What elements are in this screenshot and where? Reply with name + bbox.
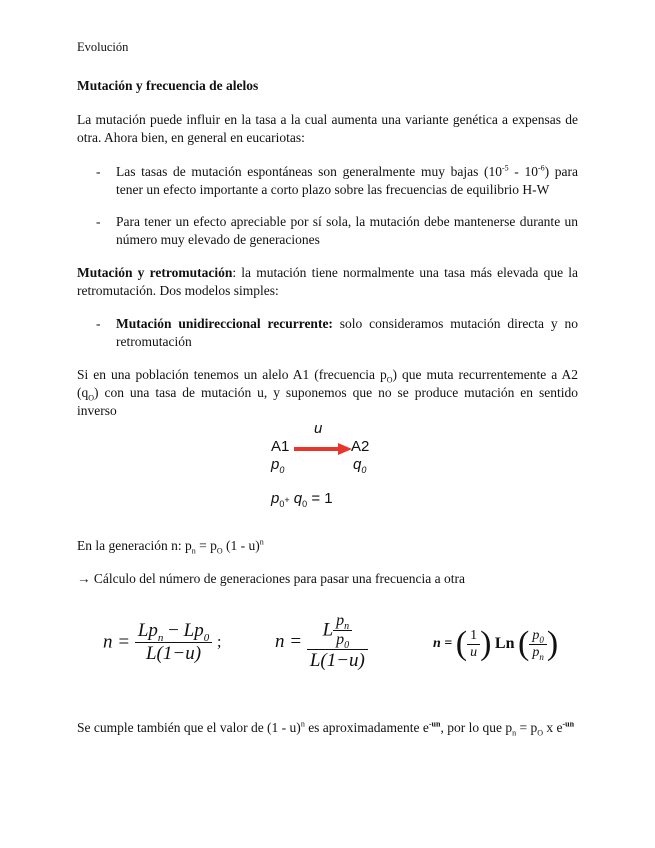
exponent: -5 [501,163,509,173]
text-run: En la generación n: p [77,538,192,553]
math-term: L [322,619,334,641]
exponent: -un [428,719,441,729]
section-heading: Mutación y frecuencia de alelos [77,78,259,93]
fraction-numerator: 1 [467,628,480,645]
bullet-marker: - [96,316,101,331]
fraction-denominator [529,645,547,661]
bullet-text: ) para tener un efecto importante a corto plazo sobre las frecuencias de equilibrio H-W [116,164,578,197]
freq-q0 [353,456,366,473]
freq-q-symbol: q [353,456,362,473]
text-run: = p [195,538,217,553]
closing-paragraph [77,719,597,737]
bullet-text: - 10 [508,164,538,179]
calculation-line [77,570,578,588]
text-run: ) con una tasa de mutación u, y suponemos que no se produce mutación en sentido inverso [77,385,578,418]
text-run: ) que muta recurrentemente a A2 (q [77,367,578,400]
math-term: p [336,631,345,648]
fraction-numerator [307,612,368,650]
model-term: Mutación unidireccional recurrente: [116,316,333,331]
arrow-icon: → [77,571,91,586]
calculation-text: Cálculo del número de generaciones para pasar una frecuencia a otra [93,571,465,586]
exponent: n [300,719,305,729]
subscript: 0 [279,465,285,475]
inner-denominator [333,631,352,652]
model-text: solo consideramos mutación directa y no retromutación [116,316,579,349]
formula-lhs: n = [103,631,131,653]
text-run: es aproximadamente e [304,720,429,735]
fraction-denominator: L(1−u) [145,643,202,664]
fraction-denominator: u [470,644,478,660]
text-run: , por lo que p [440,720,513,735]
math-term: Lp [183,620,204,641]
subscript: 0 [361,465,367,475]
subscript: n [191,546,196,556]
sum-q-symbol: q [293,490,303,507]
equals-one: = 1 [311,490,333,507]
mutation-arrow [294,442,352,456]
fraction [467,628,480,661]
paren-right: ) [480,625,492,662]
bullet-marker: - [96,214,101,229]
mutation-rate-label: u [314,420,323,437]
subscript: 0 [203,631,210,644]
bullet-generations: Para tener un efecto apreciable por sí sola, la mutación debe mantenerse durante un número muy elevado de generaciones [116,214,578,247]
sum-p-symbol: p [271,490,280,507]
separator: ; [216,633,222,651]
subscript: n [539,651,544,662]
fraction-denominator: L(1−u) [309,650,365,671]
subscript: O [537,728,543,738]
retromutation-term: Mutación y retromutación [77,265,233,280]
allele-a2-label: A2 [351,438,370,455]
mutation-diagram [265,420,385,515]
fraction [135,620,212,665]
fraction-numerator [135,620,212,643]
inner-numerator [333,612,352,631]
text-run: Si en una población tenemos un alelo A1 (frecuencia p [77,367,387,382]
math-term: p [532,644,540,660]
math-term: Lp [137,620,158,641]
bullet-marker: - [96,164,101,179]
subscript: 0 [302,499,308,509]
plus-sign: + [284,495,290,505]
formula-log-difference [103,620,221,665]
math-term: p [336,612,345,629]
exponent: -un [562,719,575,729]
frequency-sum-equation [271,490,333,507]
freq-p0 [271,456,284,473]
exponent: -6 [537,163,545,173]
text-run: x e [542,720,563,735]
subscript: 0 [279,499,285,509]
text-run: Se cumple también que el valor de (1 - u) [77,720,301,735]
subscript: n [157,631,164,644]
allele-a1-label: A1 [271,438,290,455]
paren-right: ) [546,625,559,662]
subscript: O [216,546,223,556]
formula-lhs: n = [433,636,453,651]
retromutation-paragraph [77,264,578,300]
generation-formula [77,537,578,555]
formula-lhs: n = [275,631,303,652]
subscript: O [88,393,95,403]
subscript: 0 [539,634,544,645]
freq-p-symbol: p [271,456,280,473]
fraction [307,612,368,672]
fraction-numerator [529,628,547,645]
intro-paragraph: La mutación puede influir en la tasa a la cual aumenta una variante genética a expensas de otra. Ahora bien, en general en eucariotas: [77,112,578,145]
subscript: 0 [344,640,350,652]
paren-left: ( [455,625,468,662]
bullet-text: Las tasas de mutación espontáneas son generalmente muy bajas (10 [116,164,502,179]
formula-log-ratio [275,612,368,672]
bullet-mutation-rates [116,163,578,199]
paren-left: ( [518,625,530,662]
formula-ln [433,625,558,663]
minus-sign: − [163,620,184,641]
text-run: (1 - u) [222,538,260,553]
ln-operator: Ln [494,635,515,652]
subscript: n [512,728,517,738]
document-header: Evolución [77,40,129,54]
model-unidirectional [116,315,578,351]
fraction [529,628,547,661]
subscript: n [344,621,350,633]
inner-fraction [333,612,352,652]
retromutation-text: : la mutación tiene normalmente una tasa más elevada que la retromutación. Dos modelos simples: [77,265,578,298]
math-term: p [532,627,540,643]
exponent: n [259,537,264,547]
population-paragraph [77,366,578,420]
text-run: = p [516,720,538,735]
subscript: O [386,375,393,385]
